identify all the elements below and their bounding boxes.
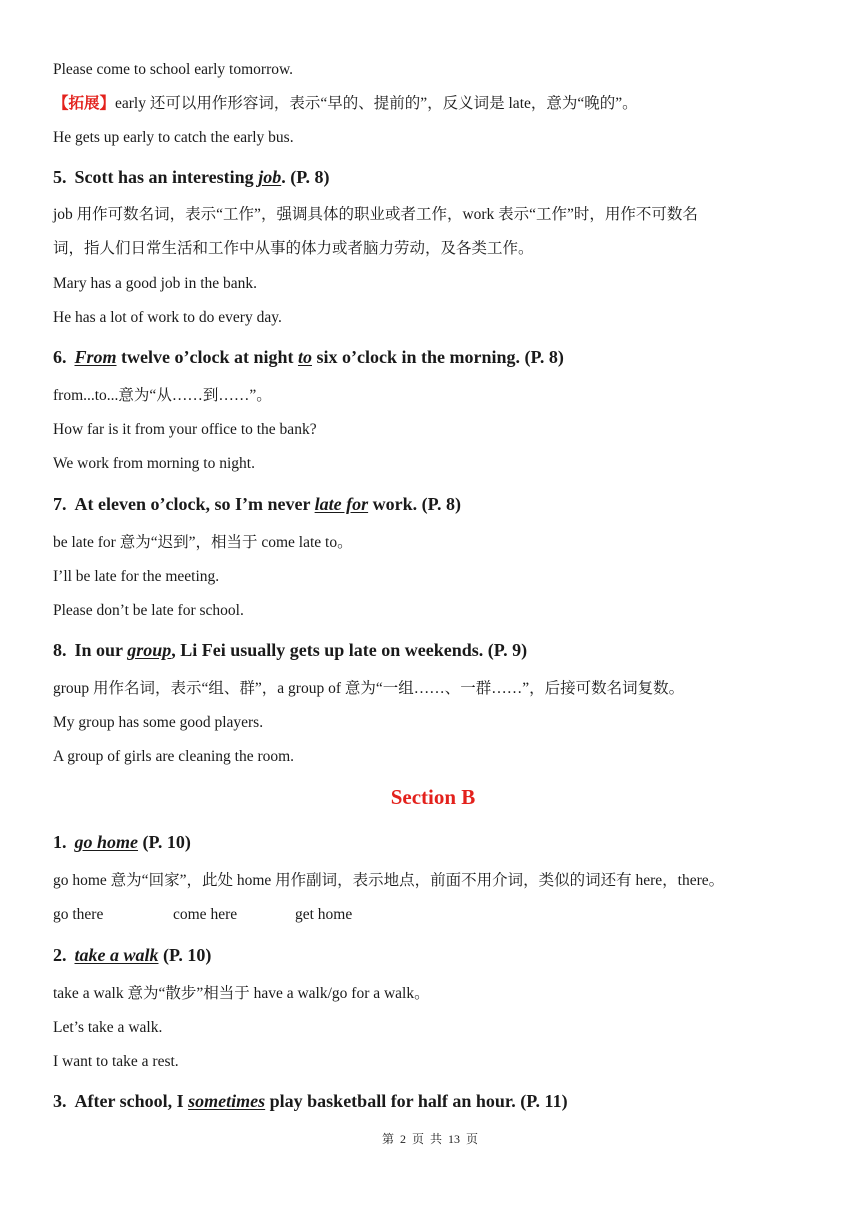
heading-text: six o’clock in the morning. (P. 8)	[312, 347, 564, 367]
example-sentence: Let’s take a walk.	[53, 1019, 163, 1036]
page-total: 13	[448, 1132, 461, 1146]
heading-text: (P. 10)	[138, 832, 191, 852]
footer-text: 共	[430, 1132, 443, 1146]
explanation-text: be late for 意为“迟到”，相当于 come late to。	[53, 534, 353, 551]
example-sentence: Mary has a good job in the bank.	[53, 275, 258, 292]
item-number: 8.	[53, 640, 67, 660]
item-number: 3.	[53, 1091, 67, 1111]
extension-note	[53, 94, 638, 114]
explanation-text: take a walk 意为“散步”相当于 have a walk/go for a walk。	[53, 985, 430, 1002]
footer-text: 页	[411, 1132, 424, 1146]
explanation-text: 词，指人们日常生活和工作中从事的体力或者脑力劳动，及各类工作。	[53, 240, 534, 257]
example-phrase: get home	[295, 906, 353, 923]
example-sentence: He gets up early to catch the early bus.	[53, 129, 294, 146]
keyword: job	[258, 167, 282, 187]
keyword: group	[127, 640, 172, 660]
item-number: 1.	[53, 832, 67, 852]
example-sentence: He has a lot of work to do every day.	[53, 309, 282, 326]
heading-text: Scott has an interesting	[74, 167, 259, 187]
heading-text: (P. 10)	[158, 945, 212, 965]
item-number: 6.	[53, 347, 67, 367]
item-heading-7	[53, 493, 461, 515]
example-sentence: A group of girls are cleaning the room.	[53, 748, 295, 765]
extension-tag: 【拓展】	[53, 95, 116, 112]
example-phrases	[53, 905, 352, 925]
example-phrase: come here	[173, 906, 238, 923]
example-sentence: I’ll be late for the meeting.	[53, 568, 220, 585]
heading-text: , Li Fei usually gets up late on weekends. (P. 9)	[171, 640, 528, 660]
item-heading-5	[53, 166, 330, 188]
example-sentence: My group has some good players.	[53, 714, 264, 731]
keyword: From	[74, 347, 117, 367]
heading-text: After school, I	[74, 1091, 189, 1111]
heading-text: . (P. 8)	[281, 167, 330, 187]
explanation-text: go home 意为“回家”，此处 home 用作副词，表示地点，前面不用介词，类似的词还有 here，there。	[53, 872, 725, 889]
heading-text: twelve o’clock at night	[116, 347, 298, 367]
item-heading-6	[53, 346, 564, 368]
keyword: take a walk	[74, 945, 159, 965]
keyword: late for	[314, 494, 369, 514]
item-heading-b3	[53, 1090, 568, 1112]
example-phrase: go there	[53, 906, 104, 923]
example-sentence: I want to take a rest.	[53, 1053, 179, 1070]
explanation-text: job 用作可数名词，表示“工作”，强调具体的职业或者工作，work 表示“工作”时，用作不可数名	[53, 206, 698, 223]
extension-text: early 还可以用作形容词，表示“早的、提前的”，反义词是 late，意为“晚的”。	[115, 95, 638, 112]
page-footer	[0, 1130, 860, 1147]
example-sentence: Please don’t be late for school.	[53, 602, 244, 619]
explanation-text: group 用作名词，表示“组、群”，a group of 意为“一组……、一群……”，后接可数名词复数。	[53, 680, 685, 697]
heading-text: work. (P. 8)	[368, 494, 461, 514]
item-number: 5.	[53, 167, 67, 187]
keyword: to	[297, 347, 312, 367]
example-sentence: How far is it from your office to the bank?	[53, 421, 317, 438]
item-heading-8	[53, 639, 527, 661]
keyword: sometimes	[188, 1091, 266, 1111]
explanation-text: from...to...意为“从……到……”。	[53, 387, 272, 404]
page-number: 2	[399, 1132, 406, 1146]
item-number: 7.	[53, 494, 67, 514]
item-heading-b2	[53, 944, 211, 966]
section-title: Section B	[390, 785, 476, 809]
item-heading-b1	[53, 831, 191, 853]
heading-text: At eleven o’clock, so I’m never	[74, 494, 315, 514]
example-sentence: We work from morning to night.	[53, 455, 255, 472]
footer-text: 页	[466, 1132, 479, 1146]
heading-text: play basketball for half an hour. (P. 11)	[265, 1091, 568, 1111]
heading-text: In our	[74, 640, 128, 660]
example-sentence: Please come to school early tomorrow.	[53, 61, 294, 78]
item-number: 2.	[53, 945, 67, 965]
keyword: go home	[74, 832, 139, 852]
footer-text: 第	[381, 1132, 394, 1146]
